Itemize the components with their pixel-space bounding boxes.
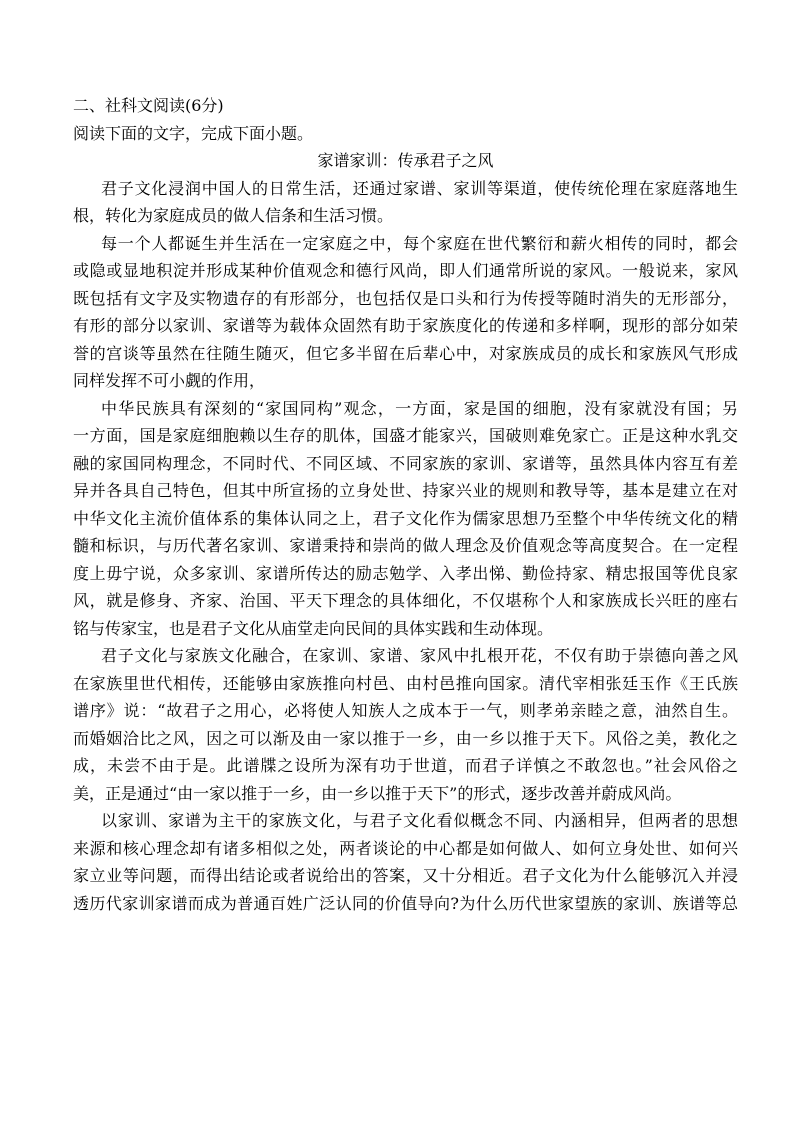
paragraph-line: 风，就是修身、齐家、治国、平天下理念的具体细化，不仅堪称个人和家族成长兴旺的座右 <box>73 591 738 610</box>
paragraph-line: 而婚姻洽比之风，因之可以渐及由一家以推于一乡，由一乡以推于天下。风俗之美，教化之 <box>73 728 738 748</box>
paragraph <box>73 230 738 395</box>
paragraph <box>73 642 738 807</box>
paragraph-line: 君子文化与家族文化融合，在家训、家谱、家风中扎根开花，不仅有助于崇德向善之风 <box>101 646 738 665</box>
paragraph-line: 度上毋宁说，众多家训、家谱所传达的励志勉学、入孝出悌、勤俭持家、精忠报国等优良家 <box>73 563 738 583</box>
section-heading: 二、社科文阅读(6分) <box>73 96 224 115</box>
paragraph-line: 成，未尝不由于是。此谱牒之设所为深有功于世道，而君子详慎之不敢忽也。”社会风俗之 <box>73 756 738 775</box>
paragraph-line: 或隐或显地积淀并形成某种价值观念和德行风尚，即人们通常所说的家风。一般说来，家风 <box>73 261 738 280</box>
article-title: 家谱家训：传承君子之风 <box>317 151 494 170</box>
paragraph-line: 中华民族具有深刻的“家国同构”观念，一方面，家是国的细胞，没有家就没有国；另 <box>101 398 738 418</box>
document-page <box>73 92 738 917</box>
paragraph-line: 君子文化浸润中国人的日常生活，还通过家谱、家训等渠道，使传统伦理在家庭落地生 <box>101 178 738 198</box>
paragraph-line: 透历代家训家谱而成为普通百姓广泛认同的价值导向?为什么历代世家望族的家训、族谱等总 <box>73 893 738 913</box>
paragraph-line: 誉的宫谈等虽然在往随生随灭，但它多半留在后辈心中，对家族成员的成长和家族风气形成 <box>73 343 738 363</box>
paragraph-line: 家立业等问题，而得出结论或者说给出的答案，又十分相近。君子文化为什么能够沉入并浸 <box>73 866 738 885</box>
paragraph-line: 以家训、家谱为主干的家族文化，与君子文化看似概念不同、内涵相异，但两者的思想 <box>101 811 738 830</box>
paragraph-line: 在家族里世代相传，还能够由家族推向村邑、由村邑推向国家。清代宰相张廷玉作《王氏族 <box>73 673 738 693</box>
paragraph-line: 异并各具自己特色，但其中所宣扬的立身处世、持家兴业的规则和教导等，基本是建立在对 <box>73 481 738 500</box>
paragraph-line: 融的家国同构理念，不同时代、不同区域、不同家族的家训、家谱等，虽然具体内容互有差 <box>73 453 738 473</box>
paragraph-line: 谱序》说：“故君子之用心，必将使人知族人之成本于一气，则孝弟亲睦之意，油然自生。 <box>73 701 738 720</box>
paragraph-line: 美，正是通过“由一家以推于一乡，由一乡以推于天下”的形式，逐步改善并蔚成风尚。 <box>73 783 682 803</box>
paragraph-line: 每一个人都诞生并生活在一定家庭之中，每个家庭在世代繁衍和薪火相传的同时，都会 <box>101 233 738 253</box>
paragraph-line: 同样发挥不可小觑的作用， <box>73 371 266 390</box>
paragraph <box>73 175 738 230</box>
paragraph-line: 来源和核心理念却有诸多相似之处，两者谈论的中心都是如何做人、如何立身处世、如何兴 <box>73 838 738 858</box>
paragraph <box>73 395 738 643</box>
paragraph-line: 既包括有文字及实物遗存的有形部分，也包括仅是口头和行为传授等随时消失的无形部分， <box>73 288 738 308</box>
instruction-text: 阅读下面的文字，完成下面小题。 <box>73 123 314 143</box>
paragraph-line: 髓和标识，与历代著名家训、家谱秉持和崇尚的做人理念及价值观念等高度契合。在一定程 <box>73 536 738 555</box>
paragraph-line: 根，转化为家庭成员的做人信条和生活习惯。 <box>73 206 394 225</box>
paragraph <box>73 807 738 917</box>
paragraph-line: 中华文化主流价值体系的集体认同之上，君子文化作为儒家思想乃至整个中华传统文化的精 <box>73 508 738 528</box>
paragraph-line: 一方面，国是家庭细胞赖以生存的肌体，国盛才能家兴，国破则难免家亡。正是这种水乳交 <box>73 426 738 445</box>
paragraph-line: 有形的部分以家训、家谱等为载体众固然有助于家族度化的传递和多样啊，现形的部分如荣 <box>73 316 738 335</box>
paragraph-line: 铭与传家宝，也是君子文化从庙堂走向民间的具体实践和生动体现。 <box>73 618 554 638</box>
